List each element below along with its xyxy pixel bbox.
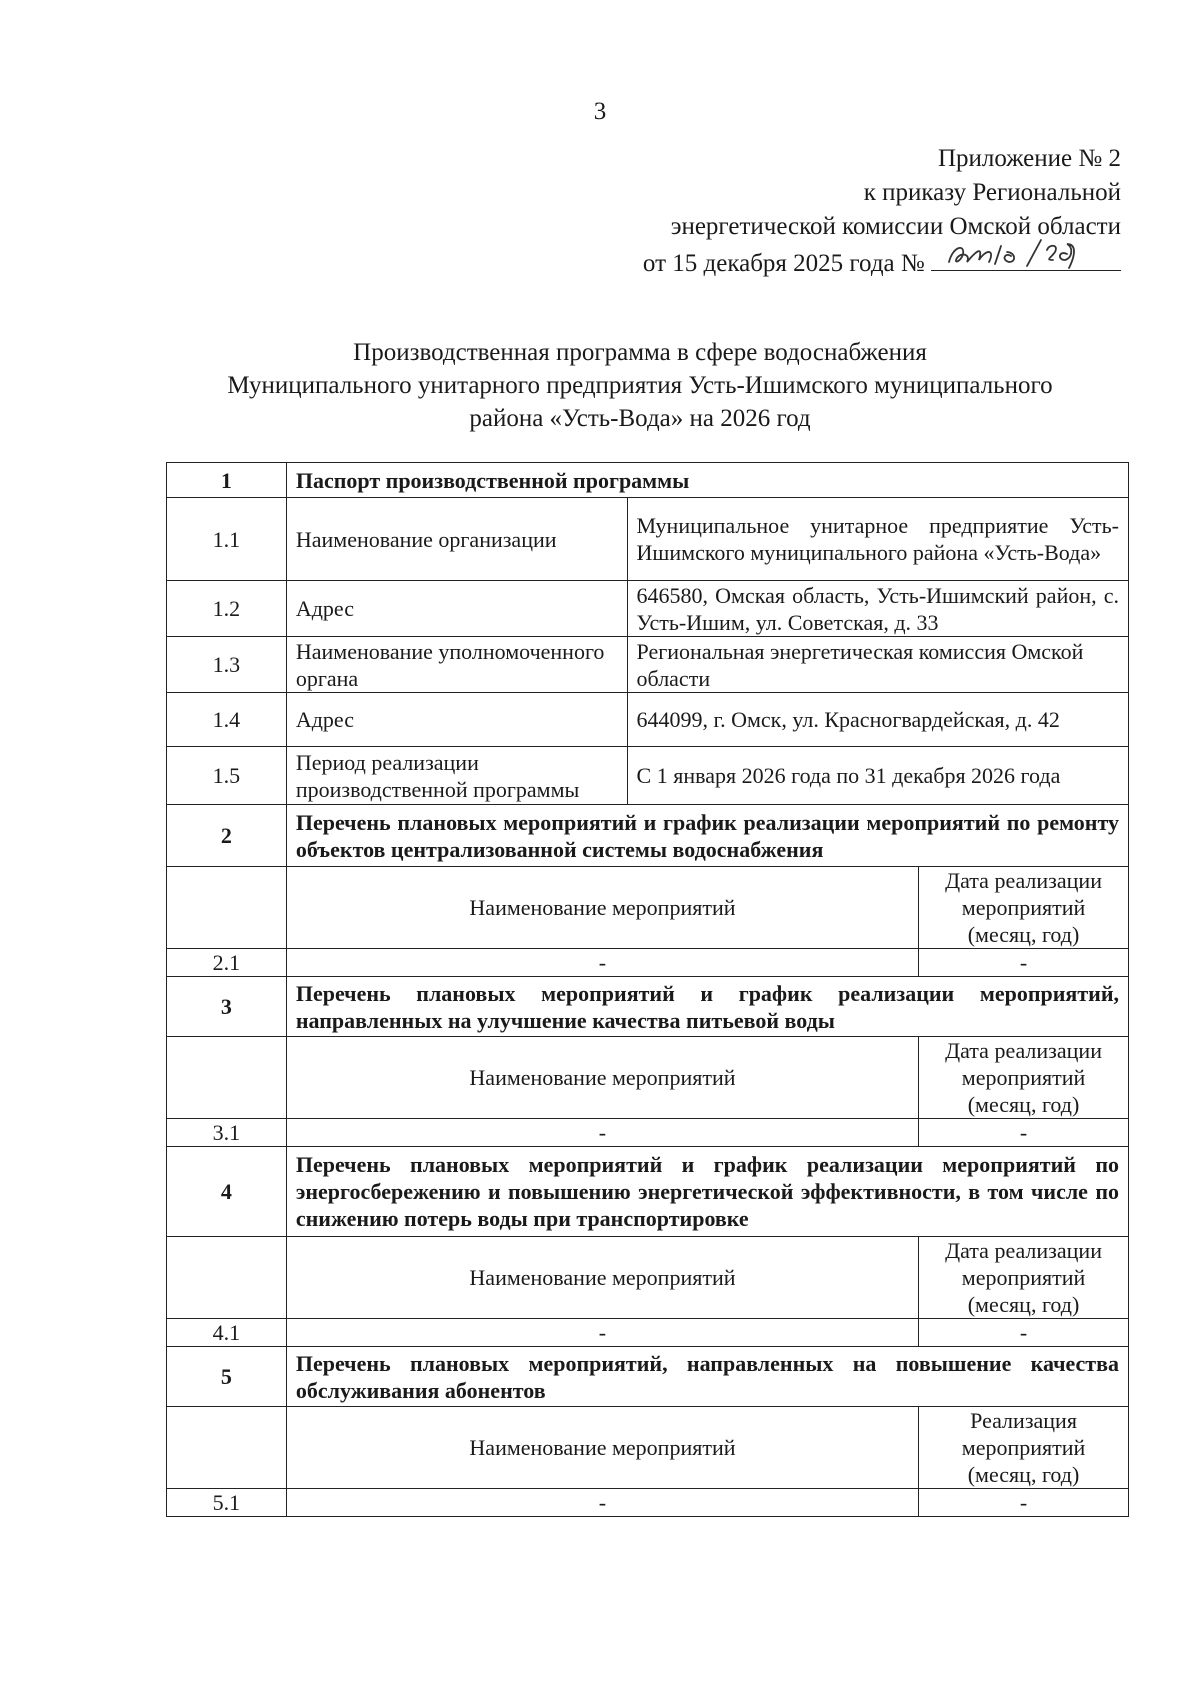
row-number: 1.1: [167, 498, 287, 581]
order-number-field: [931, 244, 1121, 271]
section-1-header-row: [167, 463, 1129, 498]
row-number: 1.3: [167, 637, 287, 693]
date-cell: -: [919, 1319, 1129, 1347]
row-number: 1.4: [167, 693, 287, 747]
row-value: 644099, г. Омск, ул. Красногвардейская, д. 42: [627, 693, 1128, 747]
activity-cell: -: [286, 1489, 918, 1517]
activity-cell: -: [286, 949, 918, 977]
document-title: [150, 336, 1130, 435]
order-date-label: от 15 декабря 2025 года №: [642, 250, 925, 277]
table-row: [167, 1319, 1129, 1347]
row-number: 2.1: [167, 949, 287, 977]
title-line-3: района «Усть-Вода» на 2026 год: [469, 405, 811, 432]
section-number: 2: [167, 805, 287, 867]
section-title: Перечень плановых мероприятий и график реализации мероприятий по ремонту объектов централизованной системы водоснабжения: [286, 805, 1128, 867]
empty-cell: [167, 867, 287, 949]
row-label: Адрес: [286, 693, 627, 747]
column-header-date: Реализация мероприятий (месяц, год): [919, 1407, 1129, 1489]
table-row: [167, 1489, 1129, 1517]
date-cell: -: [919, 1489, 1129, 1517]
section-2-header-row: [167, 805, 1129, 867]
column-header-activities: Наименование мероприятий: [286, 1407, 918, 1489]
table-row: [167, 693, 1129, 747]
section-title: Перечень плановых мероприятий, направленных на повышение качества обслуживания абонентов: [286, 1347, 1128, 1407]
section-title: Паспорт производственной программы: [286, 463, 1128, 498]
column-header-activities: Наименование мероприятий: [286, 1237, 918, 1319]
empty-cell: [167, 1237, 287, 1319]
section-5-header-row: [167, 1347, 1129, 1407]
row-number: 1.2: [167, 581, 287, 637]
row-number: 4.1: [167, 1319, 287, 1347]
section-3-header-row: [167, 977, 1129, 1037]
appendix-line-4: [643, 244, 1121, 281]
row-number: 1.5: [167, 747, 287, 805]
activity-cell: -: [286, 1319, 918, 1347]
section-number: 1: [167, 463, 287, 498]
section-4-header-row: [167, 1147, 1129, 1237]
date-cell: -: [919, 949, 1129, 977]
row-number: 5.1: [167, 1489, 287, 1517]
column-header-activities: Наименование мероприятий: [286, 867, 918, 949]
section-5-column-header: [167, 1407, 1129, 1489]
row-label: Период реализации производственной программы: [286, 747, 627, 805]
section-title: Перечень плановых мероприятий и график реализации мероприятий, направленных на улучшение качества питьевой воды: [286, 977, 1128, 1037]
row-label: Наименование уполномоченного органа: [286, 637, 627, 693]
section-number: 3: [167, 977, 287, 1037]
column-header-date: Дата реализации мероприятий (месяц, год): [919, 867, 1129, 949]
section-number: 5: [167, 1347, 287, 1407]
row-value: 646580, Омская область, Усть-Ишимский район, с. Усть-Ишим, ул. Советская, д. 33: [627, 581, 1128, 637]
appendix-line-2: к приказу Региональной: [863, 179, 1121, 206]
column-header-date: Дата реализации мероприятий (месяц, год): [919, 1037, 1129, 1119]
table-row: [167, 1119, 1129, 1147]
page-number: 3: [593, 98, 607, 125]
table-row: [167, 581, 1129, 637]
row-value: С 1 января 2026 года по 31 декабря 2026 года: [627, 747, 1128, 805]
handwritten-order-number: [943, 236, 1093, 270]
appendix-line-1: Приложение № 2: [937, 145, 1121, 172]
row-value: Региональная энергетическая комиссия Омской области: [627, 637, 1128, 693]
activity-cell: -: [286, 1119, 918, 1147]
row-label: Адрес: [286, 581, 627, 637]
section-2-column-header: [167, 867, 1129, 949]
appendix-header: [643, 142, 1121, 281]
section-3-column-header: [167, 1037, 1129, 1119]
empty-cell: [167, 1037, 287, 1119]
row-value: Муниципальное унитарное предприятие Усть-Ишимского муниципального района «Усть-Вода»: [627, 498, 1128, 581]
table-row: [167, 498, 1129, 581]
production-program-table: [166, 462, 1129, 1517]
column-header-date: Дата реализации мероприятий (месяц, год): [919, 1237, 1129, 1319]
row-label: Наименование организации: [286, 498, 627, 581]
table-row: [167, 747, 1129, 805]
title-line-1: Производственная программа в сфере водоснабжения: [353, 339, 927, 366]
section-number: 4: [167, 1147, 287, 1237]
section-4-column-header: [167, 1237, 1129, 1319]
empty-cell: [167, 1407, 287, 1489]
date-cell: -: [919, 1119, 1129, 1147]
row-number: 3.1: [167, 1119, 287, 1147]
table-row: [167, 949, 1129, 977]
column-header-activities: Наименование мероприятий: [286, 1037, 918, 1119]
table-row: [167, 637, 1129, 693]
title-line-2: Муниципального унитарного предприятия Усть-Ишимского муниципального: [227, 372, 1053, 399]
section-title: Перечень плановых мероприятий и график реализации мероприятий по энергосбережению и повышению энергетической эффективности, в том числе по снижению потерь воды при транспортировке: [286, 1147, 1128, 1237]
appendix-line-3: энергетической комиссии Омской области: [670, 213, 1121, 240]
